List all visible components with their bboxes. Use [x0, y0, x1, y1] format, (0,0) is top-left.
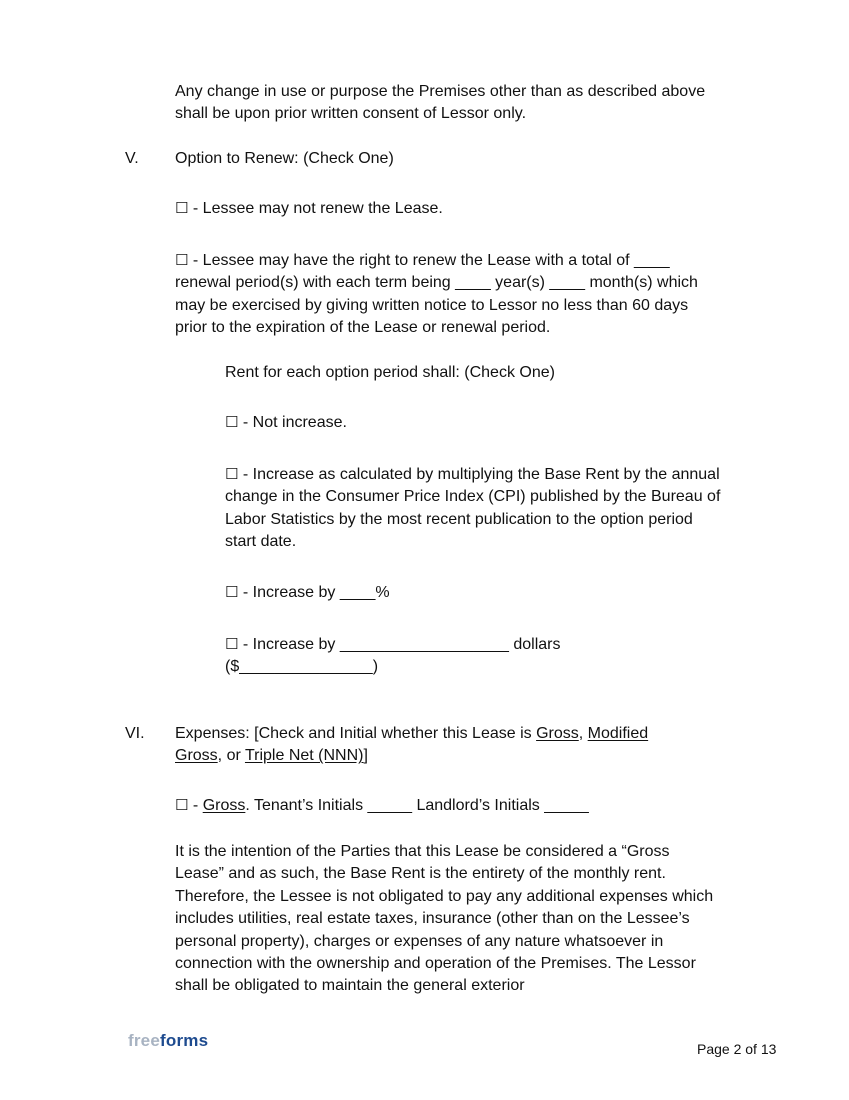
heading-text: Expenses: [Check and Initial whether this Lease is	[175, 725, 537, 742]
checkbox-icon[interactable]: ☐	[175, 199, 189, 217]
checkbox-icon[interactable]: ☐	[175, 796, 189, 814]
rent-option-cpi	[225, 463, 723, 554]
gross-option-label: Gross	[202, 797, 246, 814]
modified-gross-text: Modified Gross	[175, 725, 649, 765]
page-number: Page 2 of 13	[697, 1041, 777, 1057]
gross-lease-paragraph: It is the intention of the Parties that this Lease be considered a “Gross Lease” and as such, the Base Rent is the entirety of the monthly rent. Therefore, the Lessee is not obligated to pay any additional expenses which includes utilities, real estate taxes, insurance (other than on the Lessee’s personal property), charges or expenses of any nature whatsoever in connection with the ownership and operation of the Premises. The Lessor shall be obligated to maintain the general exterior	[175, 843, 714, 995]
section-5-heading: Option to Renew: (Check One)	[175, 150, 394, 167]
rent-option-dollars	[225, 633, 723, 679]
rent-option-label: - Increase by ____%	[242, 584, 390, 601]
gross-initials: . Tenant’s Initials _____ Landlord’s Initials _____	[245, 797, 589, 814]
logo-part-forms: forms	[160, 1031, 209, 1050]
rent-option-label: - Not increase.	[242, 414, 347, 431]
checkbox-icon[interactable]: ☐	[225, 465, 239, 483]
change-of-use-paragraph: Any change in use or purpose the Premises other than as described above shall be upon prior written consent of Lessor only.	[175, 83, 706, 123]
gross-option	[175, 794, 720, 817]
rent-option-percent	[225, 581, 723, 604]
rent-option-no-increase	[225, 411, 723, 434]
checkbox-icon[interactable]: ☐	[175, 251, 189, 269]
section-6-number: VI.	[125, 725, 145, 742]
checkbox-icon[interactable]: ☐	[225, 635, 239, 653]
rent-intro: Rent for each option period shall: (Check One)	[225, 364, 555, 381]
rent-option-amount: ($_______________)	[225, 658, 379, 676]
checkbox-icon[interactable]: ☐	[225, 413, 239, 431]
renew-option-none	[175, 197, 720, 220]
freeforms-logo	[128, 1031, 208, 1051]
separator: ,	[578, 725, 588, 742]
renew-option-right-label: - Lessee may have the right to renew the Lease with a total of ____ renewal period(s) with each term being ____ year(s) ____ month(s) which may be exercised by giving written notice to Lessor no less than 60 days prior to the expiration of the Lease or renewal period.	[175, 252, 698, 337]
renew-option-right	[175, 249, 723, 340]
separator: ]	[363, 747, 368, 765]
separator: , or	[217, 747, 245, 765]
checkbox-icon[interactable]: ☐	[225, 583, 239, 601]
section-5-number: V.	[125, 150, 139, 167]
logo-part-free: free	[128, 1031, 160, 1050]
rent-option-label: - Increase by ___________________ dollars	[242, 636, 561, 653]
gross-dash: -	[192, 797, 203, 814]
gross-link-text: Gross	[536, 725, 579, 742]
triple-net-text: Triple Net (NNN)	[244, 747, 364, 765]
section-6-heading	[175, 723, 690, 768]
rent-option-label: - Increase as calculated by multiplying the Base Rent by the annual change in the Consumer Price Index (CPI) published by the Bureau of Labor Statistics by the most recent publication to the option period start date.	[225, 466, 721, 551]
renew-option-none-label: - Lessee may not renew the Lease.	[192, 200, 443, 217]
